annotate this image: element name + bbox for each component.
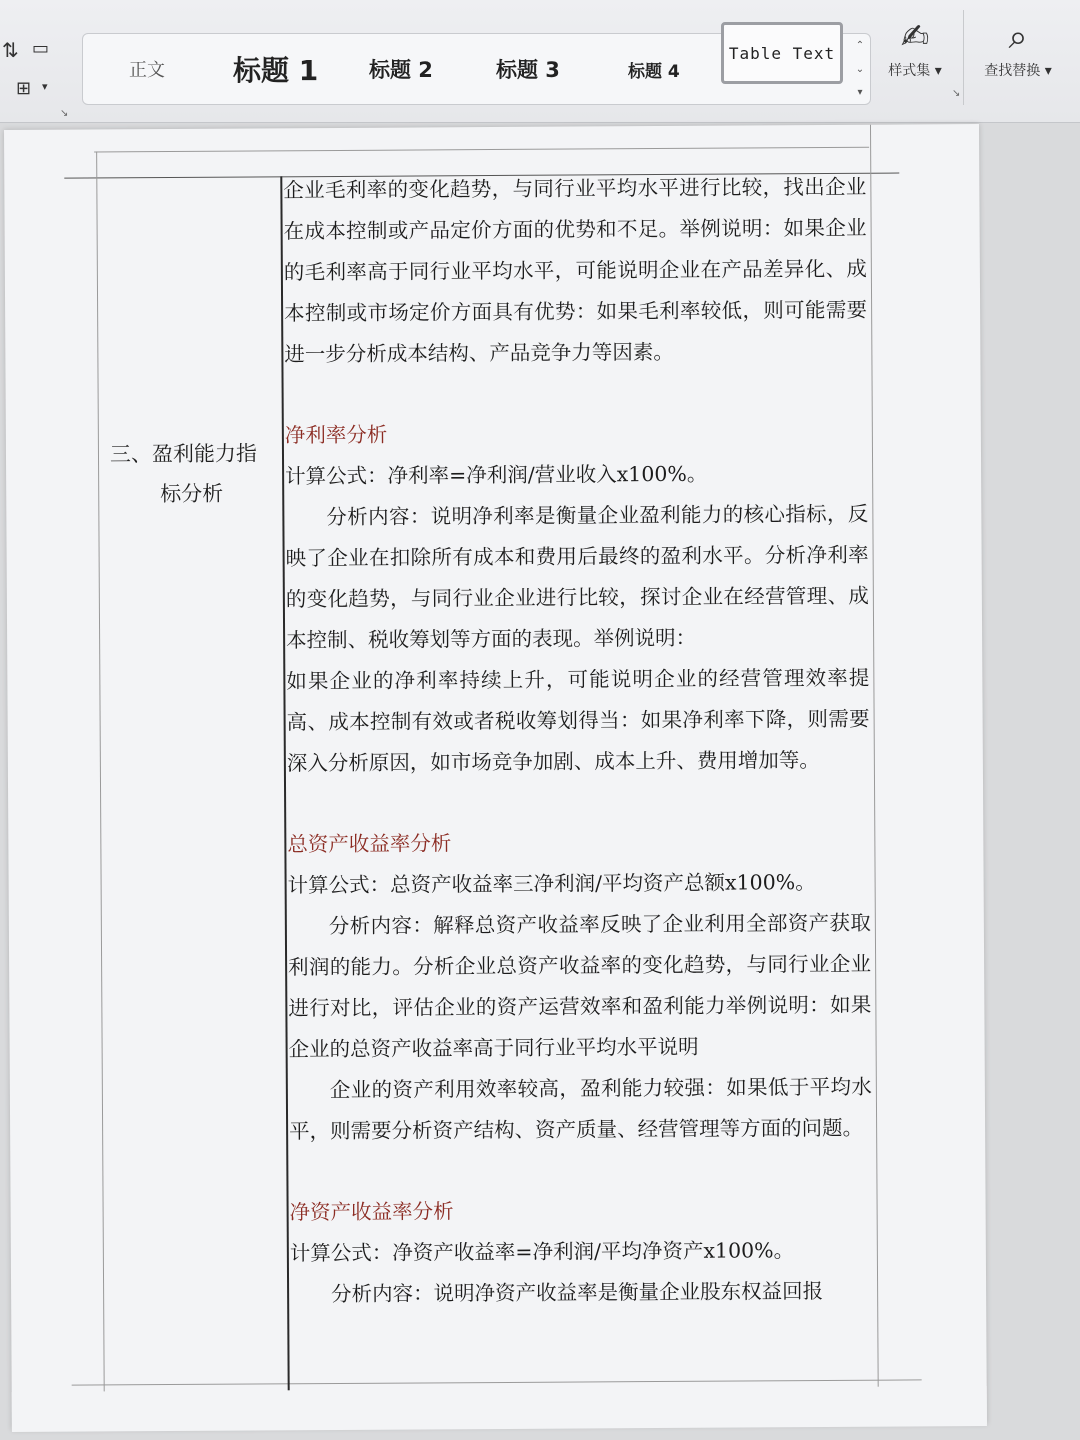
sort-icon[interactable]: ⇅ — [2, 38, 19, 62]
chevron-down-icon[interactable]: ⌄ — [855, 63, 865, 75]
category-line-2: 标分析 — [160, 481, 224, 507]
formula-roa: 计算公式：总资产收益率三净利润/平均资产总额x100%。 — [287, 870, 816, 898]
magnifier-icon: ⌕ — [1008, 17, 1028, 57]
section-heading-net-margin: 净利率分析 — [284, 422, 388, 448]
analysis-roe: 分析内容：说明净资产收益率是衡量企业股东权益回报 — [331, 1279, 824, 1307]
paragraph-tools-group — [0, 36, 70, 119]
style-set-label: 样式集 ▾ — [888, 63, 942, 79]
analysis-net-margin: 分析内容：说明净利率是衡量企业盈利能力的核心指标，反映了企业在扣除所有成本和费用后最终的盈利水平。分析净利率的变化趋势，与同行业企业进行比较，探讨企业在经营管理、成本控制、税收筹划等方面的表现。举例说明： — [285, 501, 869, 653]
example-net-margin: 如果企业的净利率持续上升，可能说明企业的经营管理效率提高、成本控制有效或者税收筹划得当：如果净利率下降，则需要深入分析原因，如市场竞争加剧、成本上升、费用增加等。 — [286, 665, 870, 776]
find-replace-button[interactable] — [975, 14, 1061, 104]
ribbon-toolbar — [0, 0, 1080, 123]
formula-roe: 计算公式：净资产收益率=净利润/平均净资产x100%。 — [289, 1238, 795, 1266]
gallery-more-icon[interactable]: ▾ — [857, 87, 863, 98]
table-left-border — [96, 151, 105, 1421]
style-heading-1[interactable]: 标题 1 — [233, 54, 319, 87]
analysis-roa: 分析内容：解释总资产收益率反映了企业利用全部资产获取利润的能力。分析企业总资产收益率的变化趋势，与同行业企业进行对比，评估企业的资产运营效率和盈利能力举例说明：如果企业的总资产收益率高于同行业平均水平说明 — [288, 910, 872, 1062]
section-heading-roe: 净资产收益率分析 — [289, 1199, 454, 1225]
section-heading-roa: 总资产收益率分析 — [287, 831, 452, 857]
table-top-border — [94, 147, 869, 153]
style-set-button[interactable] — [878, 14, 952, 104]
example-roa: 企业的资产利用效率较高，盈利能力较强：如果低于平均水平，则需要分析资产结构、资产质量、经营管理等方面的问题。 — [289, 1074, 872, 1144]
style-normal[interactable]: 正文 — [129, 60, 165, 81]
page-bottom-margin — [12, 1386, 987, 1432]
pen-a-icon: ✍ — [900, 17, 930, 57]
document-page[interactable] — [4, 124, 987, 1430]
find-replace-label: 查找替换 ▾ — [984, 63, 1052, 79]
chevron-down-icon[interactable]: ▾ — [42, 80, 48, 93]
style-heading-4[interactable]: 标题 4 — [628, 61, 680, 82]
formula-net-margin: 计算公式：净利率=净利润/营业收入x100%。 — [285, 461, 708, 489]
chevron-up-icon[interactable]: ⌃ — [855, 40, 865, 51]
ribbon-tab-strip — [0, 0, 1080, 8]
category-line-1: 三、盈利能力指 — [109, 441, 258, 467]
gallery-scroll[interactable] — [854, 40, 866, 98]
style-table-text[interactable]: Table Text — [721, 22, 843, 84]
style-gallery — [82, 33, 871, 105]
dialog-launcher-icon[interactable]: ↘ — [952, 88, 961, 99]
dialog-launcher-icon[interactable]: ↘ — [60, 108, 69, 119]
border-icon[interactable]: ▭ — [32, 38, 50, 59]
style-heading-2[interactable]: 标题 2 — [369, 58, 433, 82]
table-bottom-border — [72, 1379, 922, 1385]
table-icon[interactable]: ⊞ — [16, 78, 32, 99]
intro-paragraph: 企业毛利率的变化趋势，与同行业平均水平进行比较，找出企业在成本控制或产品定价方面的优势和不足。举例说明：如果企业的毛利率高于同行业平均水平，可能说明企业在产品差异化、成本控制或市场定价方面具有优势：如果毛利率较低，则可能需要进一步分析成本结构、产品竞争力等因素。 — [283, 174, 868, 367]
ribbon-separator — [963, 10, 964, 105]
style-heading-3[interactable]: 标题 3 — [496, 58, 560, 82]
left-cell-category — [110, 433, 275, 514]
content-cell[interactable] — [283, 167, 873, 1316]
